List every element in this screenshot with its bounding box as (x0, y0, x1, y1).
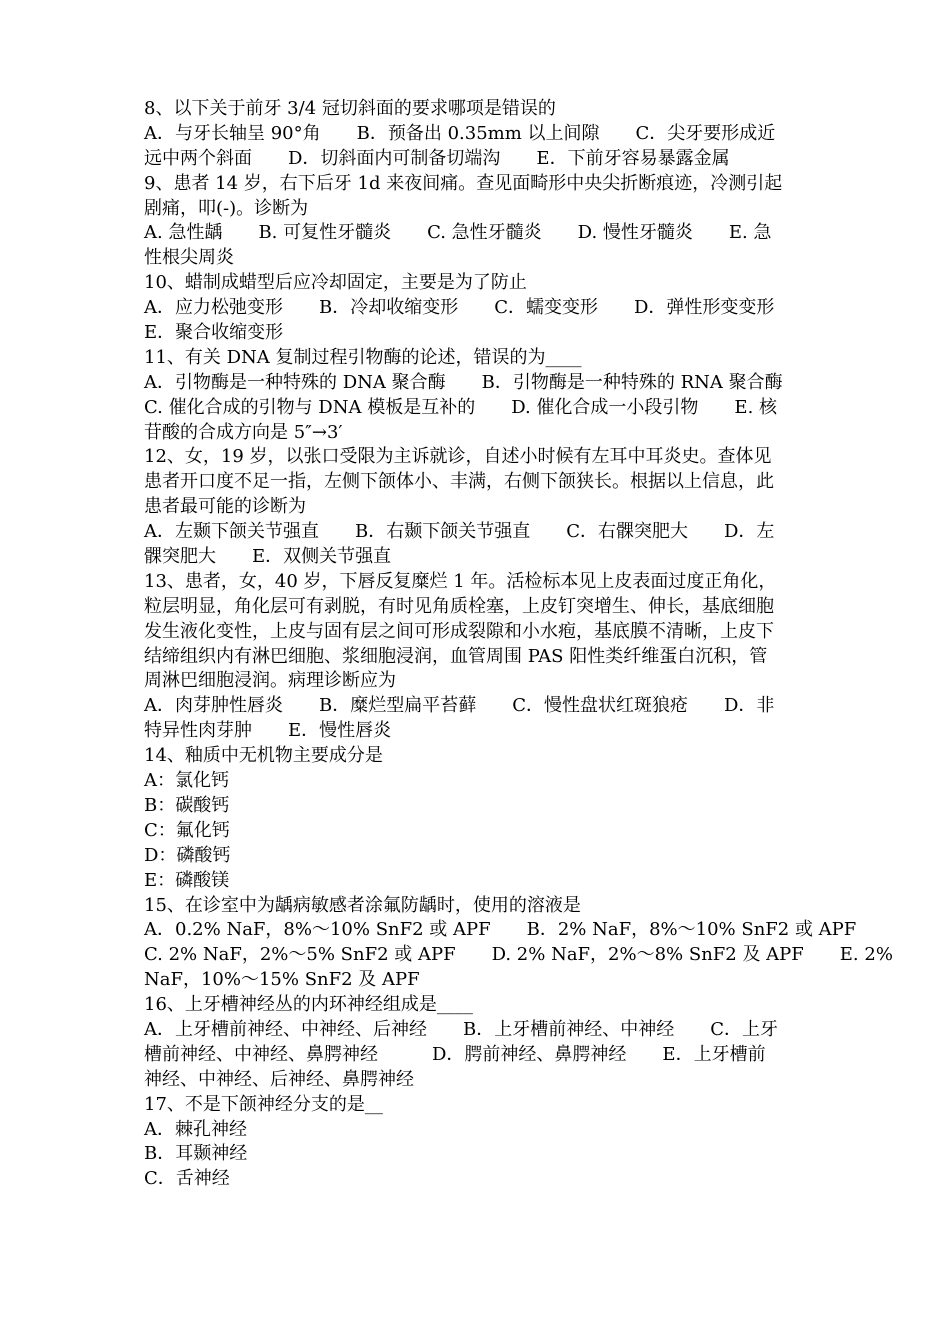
text-line: 患者开口度不足一指，左侧下颌体小、丰满，右侧下颌狭长。根据以上信息，此 (144, 471, 774, 493)
text-line: 远中两个斜面 D．切斜面内可制备切端沟 E．下前牙容易暴露金属 (144, 147, 730, 169)
text-line: C．舌神经 (144, 1168, 230, 1190)
text-line: C. 催化合成的引物与 DNA 模板是互补的 D. 催化合成一小段引物 E. 核 (144, 396, 778, 418)
text-line: A．棘孔神经 (144, 1118, 247, 1140)
text-line: C. 2% NaF，2%～5% SnF2 或 APF D. 2% NaF，2%～8% SnF2 及 APF E. 2% (144, 944, 893, 966)
text-line: E：磷酸镁 (144, 869, 230, 891)
text-line: 剧痛，叩(-)。诊断为 (144, 197, 309, 219)
text-line: 粒层明显，角化层可有剥脱，有时见角质栓塞，上皮钉突增生、伸长，基底细胞 (144, 595, 774, 617)
text-line: 10、蜡制成蜡型后应冷却固定，主要是为了防止 (144, 272, 527, 294)
text-line: E．聚合收缩变形 (144, 322, 284, 344)
text-line: NaF，10%～15% SnF2 及 APF (144, 969, 420, 991)
text-line: 16、上牙槽神经丛的内环神经组成是____ (144, 994, 473, 1016)
text-line: 性根尖周炎 (144, 247, 234, 269)
text-line: 槽前神经、中神经、鼻腭神经 D．腭前神经、鼻腭神经 E．上牙槽前 (144, 1043, 766, 1065)
text-line: 12、女，19 岁，以张口受限为主诉就诊，自述小时候有左耳中耳炎史。查体见 (144, 446, 772, 468)
text-line: A．0.2% NaF，8%～10% SnF2 或 APF B．2% NaF，8%～10% SnF2 或 APF (144, 919, 857, 941)
text-line: C：氟化钙 (144, 819, 230, 841)
text-line: 17、不是下颌神经分支的是__ (144, 1093, 383, 1115)
text-line: A．引物酶是一种特殊的 DNA 聚合酶 B．引物酶是一种特殊的 RNA 聚合酶 (144, 371, 783, 393)
text-line: A．肉芽肿性唇炎 B．糜烂型扁平苔藓 C．慢性盘状红斑狼疮 D．非 (144, 695, 775, 717)
text-line: A：氯化钙 (144, 770, 229, 792)
text-line: 14、釉质中无机物主要成分是 (144, 745, 383, 767)
text-line: 髁突肥大 E．双侧关节强直 (144, 546, 392, 568)
text-line: B：碳酸钙 (144, 794, 230, 816)
text-line: 结缔组织内有淋巴细胞、浆细胞浸润，血管周围 PAS 阳性类纤维蛋白沉积，管 (144, 645, 768, 667)
text-line: 周淋巴细胞浸润。病理诊断应为 (144, 670, 396, 692)
text-line: 神经、中神经、后神经、鼻腭神经 (144, 1068, 414, 1090)
document-body (144, 97, 893, 1192)
text-line: 发生液化变性，上皮与固有层之间可形成裂隙和小水疱，基底膜不清晰，上皮下 (144, 620, 774, 642)
text-line: 11、有关 DNA 复制过程引物酶的论述，错误的为____ (144, 346, 582, 368)
text-line: 特异性肉芽肿 E．慢性唇炎 (144, 720, 392, 742)
text-line: 15、在诊室中为龋病敏感者涂氟防龋时，使用的溶液是 (144, 894, 581, 916)
text-line: A．应力松弛变形 B．冷却收缩变形 C．蠕变变形 D．弹性形变变形 (144, 297, 775, 319)
text-line: 苷酸的合成方向是 5″→3′ (144, 421, 343, 443)
text-line: 13、患者，女，40 岁，下唇反复糜烂 1 年。活检标本见上皮表面过度正角化， (144, 570, 777, 592)
text-line: 9、患者 14 岁，右下后牙 1d 来夜间痛。查见面畸形中央尖折断痕迹，冷测引起 (144, 172, 783, 194)
text-line: D：磷酸钙 (144, 844, 231, 866)
text-line: B．耳颞神经 (144, 1143, 248, 1165)
text-line: A．与牙长轴呈 90°角 B．预备出 0.35mm 以上间隙 C．尖牙要形成近 (144, 122, 776, 144)
text-line: 8、以下关于前牙 3/4 冠切斜面的要求哪项是错误的 (144, 98, 556, 119)
text-line: 患者最可能的诊断为 (144, 496, 306, 518)
text-line: A. 急性龋 B. 可复性牙髓炎 C. 急性牙髓炎 D. 慢性牙髓炎 E. 急 (144, 222, 772, 244)
text-line: A．左颞下颌关节强直 B．右颞下颌关节强直 C．右髁突肥大 D．左 (144, 521, 775, 543)
text-line: A．上牙槽前神经、中神经、后神经 B．上牙槽前神经、中神经 C．上牙 (144, 1018, 778, 1040)
